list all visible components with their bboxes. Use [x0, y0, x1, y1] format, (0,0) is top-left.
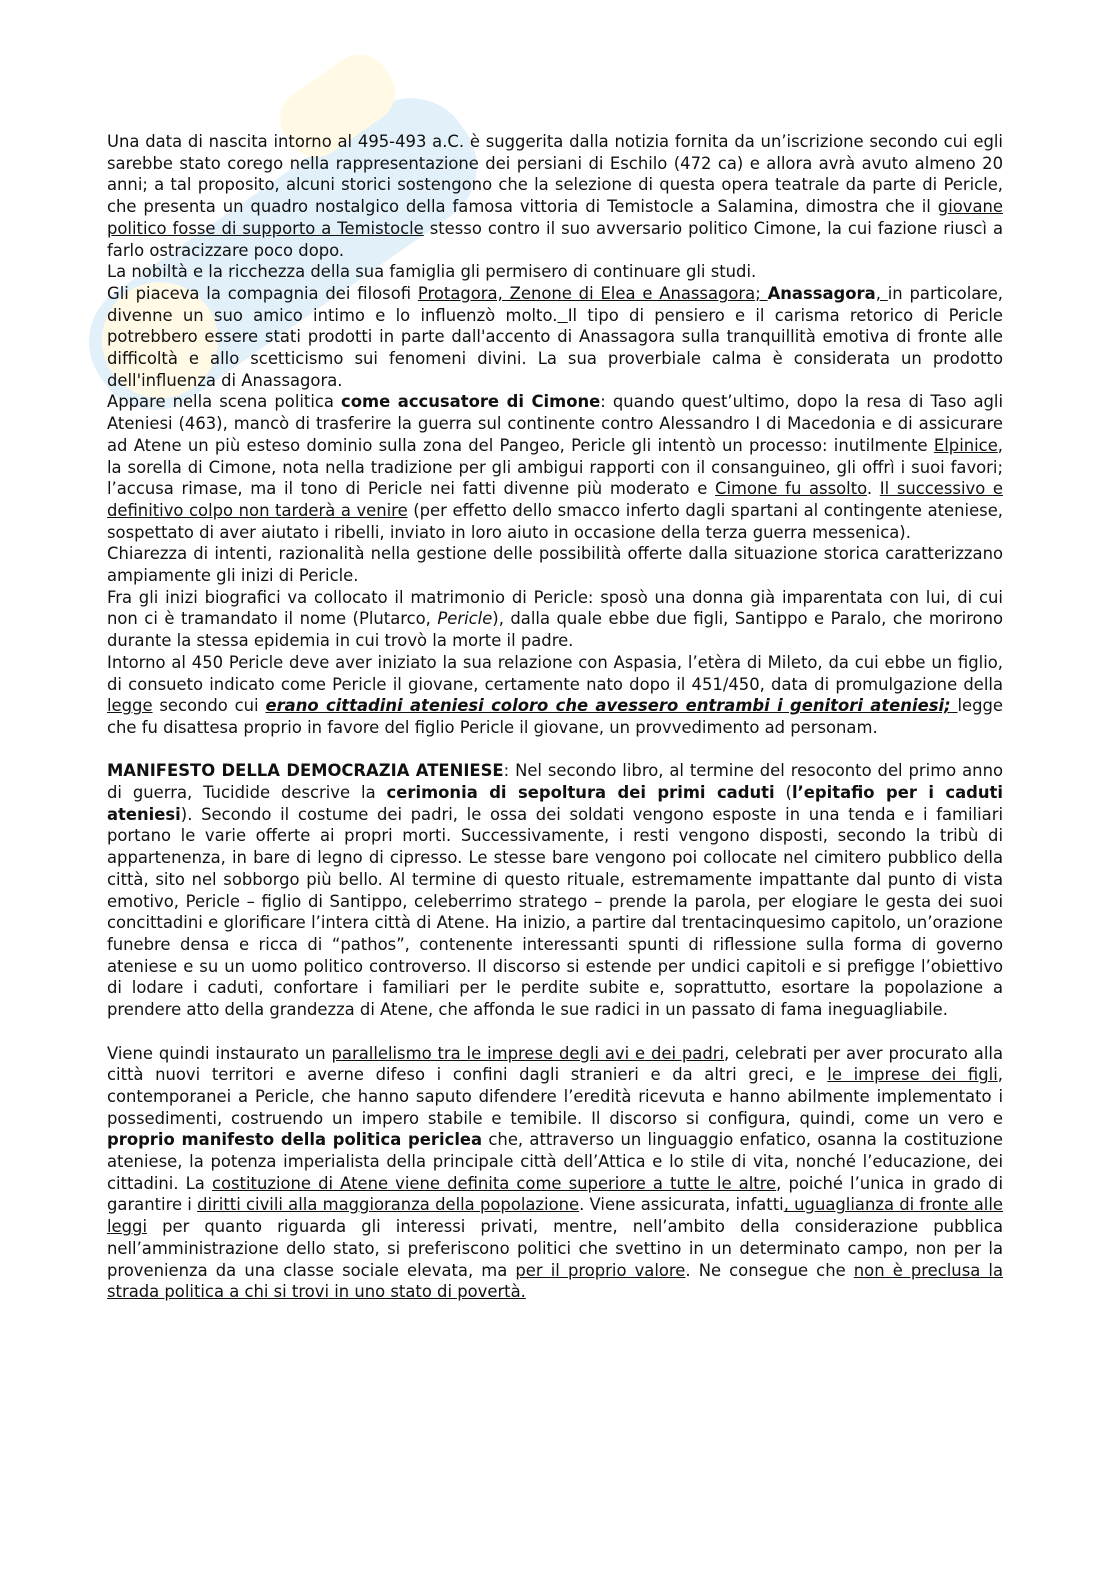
- text: Intorno al 450 Pericle deve aver iniziato la sua relazione con Aspasia, l’etèra di Mileto, da cui ebbe un figlio, di consueto indicato come Pericle il giovane, certamente nato dopo il 451/450, data di promulgazione della: [107, 652, 1003, 694]
- text: secondo cui: [152, 696, 266, 716]
- text: : quando quest’ultimo, dopo la resa di Taso agli Ateniesi (463), mancò di trasferire la guerra sul continente contro Alessandro I di Macedonia e di assicurare ad Atene un più esteso dominio sulla zona del Pangeo, Pericle gli intentò un processo: inutilmente: [107, 392, 1004, 455]
- underlined-text: le imprese dei figli: [827, 1065, 998, 1085]
- text: Il tipo di pensiero e il carisma retorico di Pericle potrebbero essere stati prodotti in parte dall'accento di Anassagora sulla tranquillità emotiva di fronte alle difficoltà e allo scetticismo sui fenomeni divini. La sua proverbiale calma è considerata un prodotto dell'influenza di Anassagora.: [107, 305, 1003, 390]
- bold-text: proprio manifesto della politica periclea: [107, 1130, 483, 1150]
- paragraph-aspasia: [107, 652, 1003, 739]
- paragraph-parallelism: [107, 1043, 1003, 1303]
- text: , poiché l’unica in grado di garantire i: [107, 1173, 1004, 1215]
- underlined-text: legge: [107, 696, 153, 716]
- text: Appare nella scena politica: [107, 392, 342, 412]
- section-heading: MANIFESTO DELLA DEMOCRAZIA ATENIESE: [107, 761, 504, 781]
- text: . Ne consegue che: [685, 1260, 854, 1280]
- underlined-text: Cimone fu assolto: [715, 479, 867, 499]
- underlined-text: parallelismo tra le imprese degli avi e dei padri: [331, 1043, 725, 1063]
- text: , contemporanei a Pericle, che hanno saputo difendere l’eredità ricevuta e hanno abilmente implementato i possedimenti, costruendo un impero stabile e temibile. Il discorso si configura, quindi, come un vero e: [107, 1065, 1003, 1128]
- underlined-text: diritti civili alla maggioranza della popolazione: [197, 1195, 580, 1215]
- underlined-text: , uguaglianza di fronte alle leggi: [107, 1195, 1003, 1237]
- text: Una data di nascita intorno al 495-493 a.C. è suggerita dalla notizia fornita da un’iscrizione secondo cui egli sarebbe stato corego nella rappresentazione dei persiani di Eschilo (472 ca) e allora avrà avuto almeno 20 anni; a tal proposito, alcuni storici sostengono che la selezione di questa opera teatrale da parte di Pericle, che presenta un quadro nostalgico della famosa vittoria di Temistocle a Salamina, dimostra che il: [107, 132, 1003, 217]
- document-body: [107, 131, 1003, 1303]
- paragraph-marriage: [107, 587, 1003, 652]
- underlined-text: giovane politico fosse di supporto a Temistocle: [107, 197, 1003, 238]
- text: per quanto riguarda gli interessi privati, mentre, nell’ambito della considerazione pubblica nell’amministrazione dello stato, si preferiscono politici che svettino in un determinato campo, non per la provenienza da una classe sociale elevata, ma: [107, 1217, 1003, 1280]
- underlined-text: Protagora, Zenone di Elea e Anassagora;: [417, 283, 768, 303]
- underlined-text: Il successivo e definitivo colpo non tarderà a venire: [107, 479, 1004, 520]
- text: ). Secondo il costume dei padri, le ossa dei soldati vengono esposte in una tenda e i familiari portano le varie offerte ai propri morti. Successivamente, i resti vengono disposti, secondo la tribù di appartenenza, in bare di legno di cipresso. Le stesse bare vengono poi collocate nel cimitero pubblico della città, sito nel sobborgo più bello. Al termine di questo rituale, estremamente impattante dal punto di vista emotivo, Pericle – figlio di Santippo, celeberrimo stratego – prende la parola, per elogiare le gesta dei suoi concittadini e glorificare l’intera città di Atene. Ha inizio, a partire dal trentacinquesimo capitolo, un’orazione funebre densa e ricca di “pathos”, contenente interessanti spunti di riflessione sulla forma di governo ateniese e su un uomo politico controverso. Il discorso si estende per undici capitoli e si prefigge l’obiettivo di lodare i caduti, confortare i familiari per le perdite subite e, soprattutto, esortare la popolazione a prendere atto della grandezza di Atene, che affonda le sue radici in un passato di fama ineguagliabile.: [107, 804, 1003, 1020]
- spacer: [107, 1021, 1003, 1043]
- paragraph-nobility: La nobiltà e la ricchezza della sua famiglia gli permisero di continuare gli studi.: [107, 262, 757, 282]
- paragraph-philosophers: [107, 283, 1003, 392]
- text: , celebrati per aver procurato alla città nuovi territori e averne difeso i confini dagli stranieri e da altri greci, e: [107, 1043, 1003, 1085]
- text: .: [866, 479, 880, 499]
- bold-italic-underlined-text: erano cittadini ateniesi coloro che avessero entrambi i genitori ateniesi;: [265, 696, 951, 716]
- underlined-text: ,: [875, 283, 888, 303]
- bold-text: come accusatore di Cimone: [341, 392, 601, 412]
- underlined-text: costituzione di Atene viene definita come superiore a tutte le altre: [211, 1173, 777, 1193]
- bold-text: Anassagora: [767, 283, 876, 303]
- text: , la sorella di Cimone, nota nella tradizione per gli ambigui rapporti con il consanguineo, gli offrì i suoi favori; l’accusa rimase, ma il tono di Pericle nei fatti divenne più moderato e: [107, 435, 1003, 499]
- text: legge che fu disattesa proprio in favore del figlio Pericle il giovane, un provvedimento ad personam.: [107, 696, 1003, 737]
- text: (: [774, 783, 792, 803]
- text: : Nel secondo libro, al termine del resoconto del primo anno di guerra, Tucidide descrive la: [107, 761, 1003, 803]
- text: Viene quindi instaurato un: [107, 1043, 332, 1063]
- text: stesso contro il suo avversario politico Cimone, la cui fazione riuscì a farlo ostracizzare poco dopo.: [107, 218, 1003, 260]
- spacer: [107, 739, 1003, 761]
- paragraph-birth: [107, 131, 1003, 261]
- paragraph-clarity: Chiarezza di intenti, razionalità nella gestione delle possibilità offerte dalla situazione storica caratterizzano ampiamente gli inizi di Pericle.: [107, 544, 1003, 586]
- bold-text: cerimonia di sepoltura dei primi caduti: [386, 783, 775, 803]
- underlined-text: per il proprio valore: [515, 1260, 686, 1280]
- underlined-text: Elpinice: [933, 435, 998, 455]
- text: Fra gli inizi biografici va collocato il matrimonio di Pericle: sposò una donna già imparentata con lui, di cui non ci è tramandato il nome (Plutarco,: [107, 587, 1003, 629]
- italic-text: Pericle: [437, 609, 493, 629]
- bold-text: l’epitafio per i caduti ateniesi: [107, 783, 1004, 824]
- text: ), dalla quale ebbe due figli, Santippo e Paralo, che morirono durante la stessa epidemia in cui trovò la morte il padre.: [107, 609, 1003, 651]
- text: (per effetto dello smacco inferto dagli spartani al contingente ateniese, sospettato di aver aiutato i ribelli, inviato in loro aiuto in occasione della terza guerra messenica).: [107, 500, 1003, 542]
- text: in particolare, divenne un suo amico intimo e lo influenzò molto.: [107, 283, 1003, 325]
- text: Gli piaceva la compagnia dei filosofi: [107, 283, 418, 303]
- paragraph-cimone: [107, 391, 1003, 543]
- paragraph-manifesto: [107, 760, 1003, 1020]
- text: che, attraverso un linguaggio enfatico, osanna la costituzione ateniese, la potenza imperialista della principale città dell’Attica e lo stile di vita, nonché l’educazione, dei cittadini. La: [107, 1130, 1003, 1193]
- underlined-text: non è preclusa la strada politica a chi si trovi in uno stato di povertà.: [107, 1260, 1003, 1302]
- underlined-text: [557, 306, 567, 325]
- text: . Viene assicurata, infatti: [579, 1195, 784, 1215]
